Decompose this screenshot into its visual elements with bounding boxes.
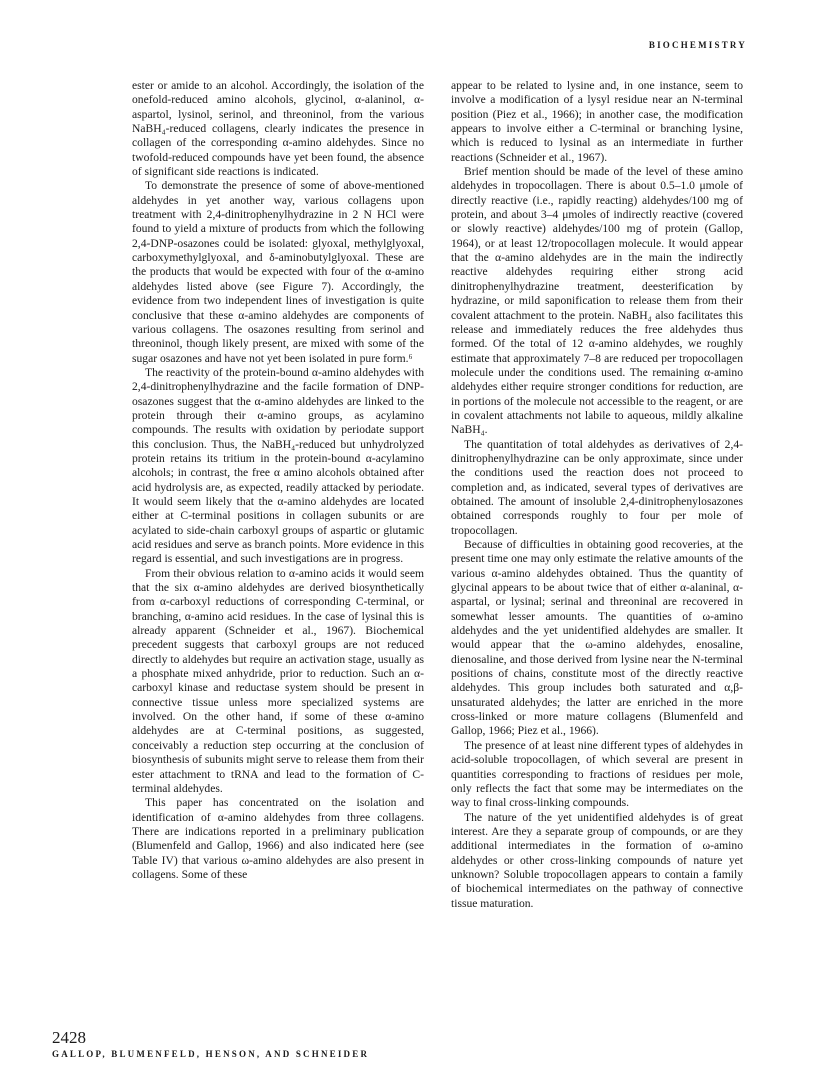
right-column: [451, 79, 743, 911]
paragraph: Brief mention should be made of the level of these amino aldehydes in tropocollagen. There is about 0.5–1.0 μmole of directly reactive (i.e., rapidly reacting) aldehydes/100 mg of protein, and about 3–4 μmoles of indirectly reactive (covered or slowly reactive) aldehydes/100 mg of protein (Gallop, 1964), or at least 12/tropocollagen molecule. It would appear that the α-amino aldehydes are in the main the indirectly reactive aldehydes requiring either strong acid dinitrophenylhydrazine treatment, deesterification by hydrazine, or mild saponification to release them from their covalent attachment to the protein. NaBH₄ also facilitates this release and immediately reduces the free aldehydes thus formed. Of the total of 12 α-amino aldehydes, we roughly estimate that approximately 7–8 are reduced per tropocollagen molecule under the conditions used. The remaining α-amino aldehydes either require stronger conditions for reduction, are in portions of the molecule not accessible to the reagent, or are in covalent attachments not labile to aqueous, mildly alkaline NaBH₄.: [451, 165, 743, 437]
page-number: 2428: [52, 1028, 86, 1047]
paragraph: The reactivity of the protein-bound α-amino aldehydes with 2,4-dinitrophenylhydrazine and the facile formation of DNP-osazones suggest that the α-amino aldehydes are linked to the protein through their α-amino groups, as acylamino compounds. The results with oxidation by periodate support this conclusion. Thus, the NaBH₄-reduced but unhydrolyzed protein retains its tritium in the protein-bound α-acylamino alcohols; in contrast, the free α amino alcohols obtained after acid hydrolysis are, as expected, readily attacked by periodate. It would seem likely that the α-amino aldehydes are located either at C-terminal positions in collagen subunits or are acylated to side-chain carboxyl groups of aspartic or glutamic acid residues and serve as branch points. More evidence in this regard is essential, and such investigations are in progress.: [132, 365, 425, 566]
paragraph: appear to be related to lysine and, in one instance, seem to involve a modification of a lysyl residue near an N-terminal position (Piez et al., 1966); in another case, the modification appears to involve either a C-terminal or branching lysine, which is reduced to lysinal as an intermediate in further reactions (Schneider et al., 1967).: [451, 79, 743, 164]
paragraph: The presence of at least nine different types of aldehydes in acid-soluble tropocollagen, of which several are present in quantities corresponding to fractions of residues per mole, only reflects the fact that some may be intermediates on the way to final cross-linking compounds.: [451, 738, 743, 810]
running-head-journal: BIOCHEMISTRY: [648, 40, 747, 50]
paragraph: This paper has concentrated on the isolation and identification of α-amino aldehydes from three collagens. There are indications reported in a preliminary publication (Blumenfeld and Gallop, 1966) and also indicated here (see Table IV) that various ω-amino aldehydes are also present in collagens. Some of these: [132, 796, 424, 881]
paragraph: Because of difficulties in obtaining good recoveries, at the present time one may only estimate the relative amounts of the various α-amino aldehydes obtained. Thus the quantity of glycinal appears to be about twice that of either α-alaninal, α-aspartal, or lysinal; serinal and threoninal are recovered in somewhat lesser amounts. The quantities of ω-amino aldehydes and the yet unidentified aldehydes are smaller. It would appear that the ω-amino aldehydes, enosaline, dienosaline, and those derived from lysine near the N-terminal positions of chains, constitute most of the directly reactive aldehydes. This group includes both saturated and α,β-unsaturated aldehydes; the latter are enriched in the more cross-linked or more mature collagens (Blumenfeld and Gallop, 1966; Piez et al., 1966).: [451, 538, 743, 738]
paragraph: The nature of the yet unidentified aldehydes is of great interest. Are they a separate group of compounds, or are they additional intermediates in the formation of ω-amino aldehydes or other cross-linking compounds of nature yet unknown? Soluble tropocollagen appears to contain a family of biochemical intermediates on the pathway of connective tissue maturation.: [451, 810, 743, 910]
paragraph: The quantitation of total aldehydes as derivatives of 2,4-dinitrophenylhydrazine can be only approximate, since under the conditions used the reaction does not proceed to completion and, as indicated, several types of derivatives are obtained. The amount of insoluble 2,4-dinitrophenylosazones obtained corresponds roughly to four per mole of tropocollagen.: [451, 437, 743, 537]
paragraph: To demonstrate the presence of some of above-mentioned aldehydes in yet another way, various collagens upon treatment with 2,4-dinitrophenylhydrazine in 2 N HCl were found to yield a mixture of products from which the following 2,4-DNP-osazones could be isolated: glyoxal, methylglyoxal, carboxymethylglyoxal, and δ-aminobutylglyoxal. These are the products that would be expected with four of the α-amino aldehydes listed above (see Figure 7). Accordingly, the evidence from two independent lines of investigation is quite conclusive that these α-amino aldehydes are components of various collagens. The osazones resulting from serinol and threoninol, though likely present, are mixed with some of the sugar osazones and have not yet been isolated in pure form.⁶: [132, 179, 424, 365]
paragraph: ester or amide to an alcohol. Accordingly, the isolation of the onefold-reduced amino alcohols, glycinol, α-alaninol, α-aspartol, lysinol, serinol, and threoninol, from the various NaBH₄-reduced collagens, clearly indicates the presence in collagen of the corresponding α-amino aldehydes. Since no twofold-reduced compounds have yet been found, the absence of significant side reactions is indicated.: [132, 79, 424, 179]
left-column: [132, 79, 424, 882]
paragraph: From their obvious relation to α-amino acids it would seem that the six α-amino aldehydes are derived biosynthetically from α-carboxyl reductions of corresponding C-terminal, or branching, α-amino acid residues. In the case of lysinal this is already apparent (Schneider et al., 1967). Biochemical precedent suggests that carboxyl groups are not reduced directly to aldehydes but require an activation stage, usually as a phosphate mixed anhydride, prior to reduction. Such an α-carboxyl kinase and reductase system should be present in connective tissue unless more specialized systems are involved. On the other hand, if some of these α-amino aldehydes are at C-terminal positions, as suggested, conceivably a reduction step occurring at the conclusion of biosynthesis of subunits might serve to release them from their ester attachment to tRNA and lead to the formation of C-terminal aldehydes.: [132, 566, 424, 795]
running-foot-authors: GALLOP, BLUMENFELD, HENSON, AND SCHNEIDER: [52, 1049, 370, 1059]
